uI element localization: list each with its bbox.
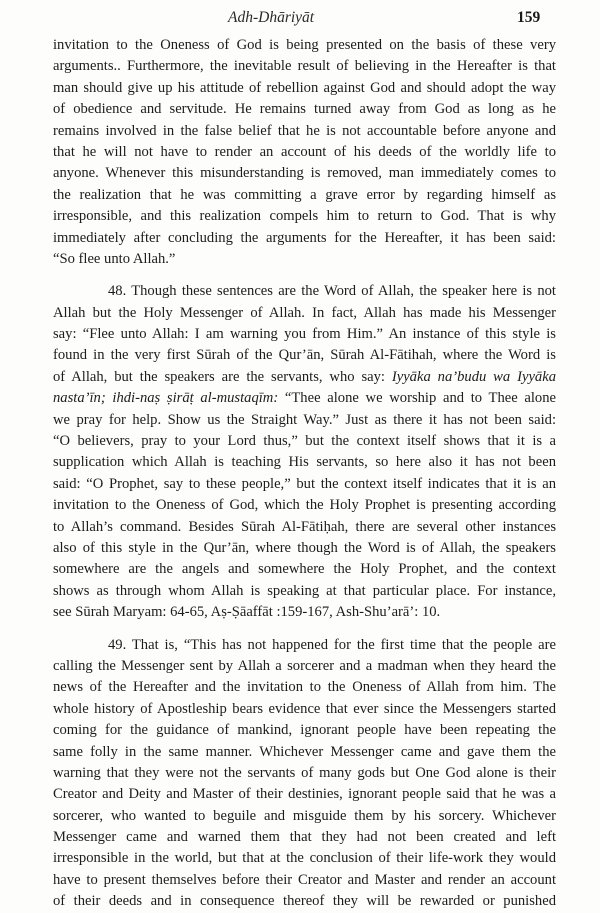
text-line: irresponsible, and this realization compels him to return to God. That is why	[53, 208, 556, 225]
text-line: irresponsible in the world, but that at the conclusion of their life-work they would	[53, 850, 556, 867]
page-header	[0, 0, 600, 30]
text-line: Creator and Deity and Master of their destinies, ignorant people said that he was a	[53, 786, 556, 803]
page-body	[53, 35, 556, 913]
note-49-first-line: 49. That is, “This has not happened for the first time that the people are	[108, 636, 556, 653]
text-line: “O believers, pray to your Lord thus,” but the context itself shows that it is a	[53, 433, 556, 450]
text-line: Messenger came and warned them that they had not been created and left	[53, 829, 556, 846]
text-line: of obedience and servitude. He remains turned away from God as long as he	[53, 101, 556, 118]
text-line: arguments.. Furthermore, the inevitable result of believing in the Hereafter is that	[53, 58, 556, 75]
text-line: found in the very first Sūrah of the Qur’ān, Sūrah Al-Fātihah, where the Word is	[53, 347, 556, 364]
text-line: invitation to the Oneness of God is being presented on the basis of these very	[53, 37, 556, 53]
text-line: invitation to the Oneness of God, which the Holy Prophet is presenting according	[53, 497, 556, 514]
text-line: same folly in the same manner. Whichever Messenger came and gave them the	[53, 743, 556, 760]
text-line: sorcerer, who wanted to beguile and misguide them by his sorcery. Whichever	[53, 807, 556, 824]
text-line: anyone. Whenever this misunderstanding is removed, man immediately comes to	[53, 165, 556, 182]
text-line: Allah but the Holy Messenger of Allah. In fact, Allah has made his Messenger	[53, 304, 556, 321]
text-line: of their deeds and in consequence thereof they will be rewarded or punished	[53, 893, 556, 910]
text-line: coming for the guidance of mankind, ignorant people have been repeating the	[53, 722, 556, 739]
text-line: we pray for help. Show us the Straight Way.” Just as there it has not been said:	[53, 411, 556, 428]
text-line: that he will not have to render an account of his deeds of the worldly life to	[53, 143, 556, 160]
text-line: shows as through whom Allah is speaking at that particular place. For instance,	[53, 582, 556, 599]
paragraph-note-49	[53, 635, 556, 913]
text-line: news of the Hereafter and the invitation to the Oneness of Allah from him. The	[53, 679, 556, 696]
text-span: “Thee alone we worship and to Thee alone	[278, 390, 556, 407]
text-line: “So flee unto Allah.”	[53, 250, 176, 267]
text-line: to Allah’s command. Besides Sūrah Al-Fātiḥah, there are several other instances	[53, 518, 556, 535]
transliteration: Iyyāka na’budu wa Iyyāka	[391, 368, 556, 385]
text-line: also of this style in the Qur’ān, where though the Word is of Allah, the speakers	[53, 539, 556, 556]
text-line	[53, 388, 556, 409]
page-number: 159	[517, 9, 541, 26]
text-line: calling the Messenger sent by Allah a sorcerer and a madman when they heard the	[53, 657, 556, 674]
text-line	[53, 367, 556, 388]
text-line: see Sūrah Maryam: 64-65, Aṣ-Ṣāaffāt :159-167, Ash-Shu’arā’: 10.	[53, 604, 441, 621]
text-line: whole history of Apostleship bears evidence that ever since the Messengers started	[53, 700, 556, 717]
transliteration: nasta’īn; ihdi-naṣ ṣirāṭ al-mustaqīm:	[53, 390, 279, 407]
text-line: said: “O Prophet, say to these people,” but the context itself indicates that it is an	[53, 475, 556, 492]
text-span: of Allah, but the speakers are the servants, who say:	[53, 368, 392, 385]
text-line: remains involved in the false belief that he is not accountable before anyone and	[53, 122, 556, 139]
text-line: immediately after concluding the arguments for the Hereafter, it has been said:	[53, 229, 556, 246]
note-48-first-line: 48. Though these sentences are the Word of Allah, the speaker here is not	[108, 283, 556, 300]
text-line: the realization that he was committing a grave error by regarding himself as	[53, 186, 556, 203]
text-line: supplication which Allah is teaching His servants, so here also it has not been	[53, 454, 556, 471]
text-line: man should give up his attitude of rebellion against God and should adopt the way	[53, 79, 556, 96]
text-line: somewhere are the angels and somewhere the Holy Prophet, and the context	[53, 561, 556, 578]
text-line: say: “Flee unto Allah: I am warning you from Him.” An instance of this style is	[53, 326, 556, 343]
text-line: have to present themselves before their Creator and Master and render an account	[53, 871, 556, 888]
paragraph-continuation	[53, 35, 556, 270]
paragraph-note-48	[53, 281, 556, 623]
text-line: warning that they were not the servants of many gods but One God alone is their	[53, 764, 556, 781]
running-title: Adh-Dhāriyāt	[228, 9, 315, 26]
